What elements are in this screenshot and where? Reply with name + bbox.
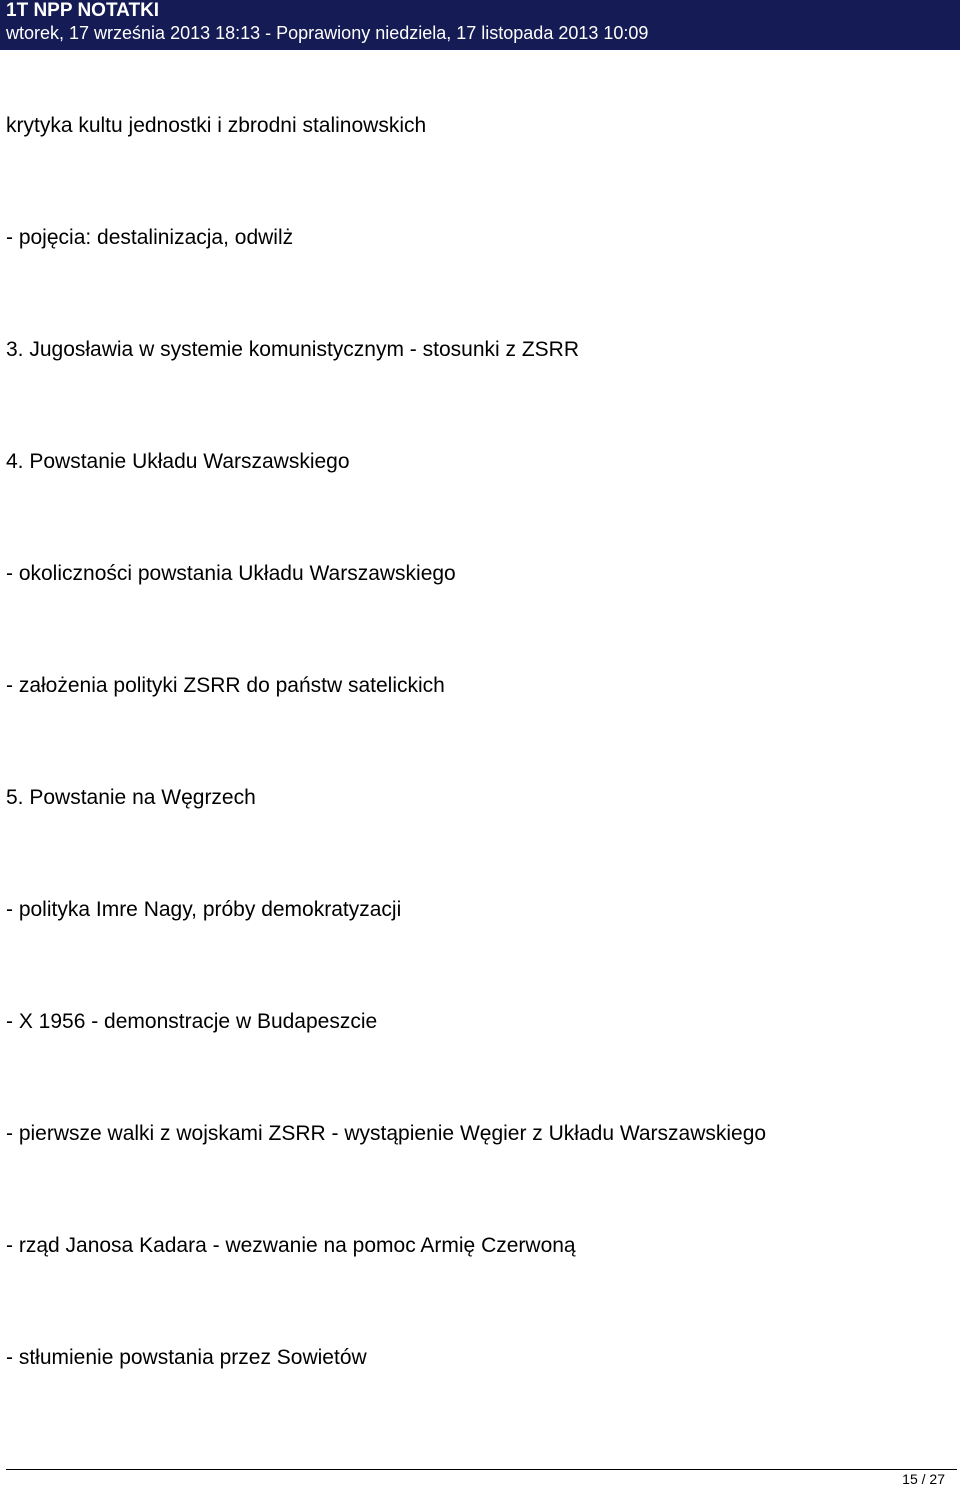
- text-line: - X 1956 - demonstracje w Budapeszcie: [6, 1010, 378, 1033]
- section-heading: 4. Powstanie Układu Warszawskiego: [6, 450, 350, 473]
- text-line: 3. Jugosławia w systemie komunistycznym - stosunki z ZSRR: [6, 338, 579, 361]
- page-header: [0, 0, 960, 50]
- text-line: - założenia polityki ZSRR do państw satelickich: [6, 674, 445, 697]
- text-line: - pojęcia: destalinizacja, odwilż: [6, 226, 294, 249]
- article-title: 1T NPP NOTATKI: [6, 0, 160, 21]
- text-line: - pierwsze walki z wojskami ZSRR - wystąpienie Węgier z Układu Warszawskiego: [6, 1122, 767, 1145]
- text-line: - stłumienie powstania przez Sowietów: [6, 1346, 367, 1369]
- text-line: - polityka Imre Nagy, próby demokratyzacji: [6, 898, 402, 921]
- text-line: krytyka kultu jednostki i zbrodni stalinowskich: [6, 114, 427, 137]
- article-dates: wtorek, 17 września 2013 18:13 - Poprawiony niedziela, 17 listopada 2013 10:09: [6, 23, 649, 43]
- text-line: - rząd Janosa Kadara - wezwanie na pomoc Armię Czerwoną: [6, 1234, 576, 1257]
- text-line: - okoliczności powstania Układu Warszawskiego: [6, 562, 456, 585]
- page-number: 15 / 27: [902, 1471, 945, 1487]
- section-heading: 5. Powstanie na Węgrzech: [6, 786, 256, 809]
- footer-divider: [6, 1469, 957, 1470]
